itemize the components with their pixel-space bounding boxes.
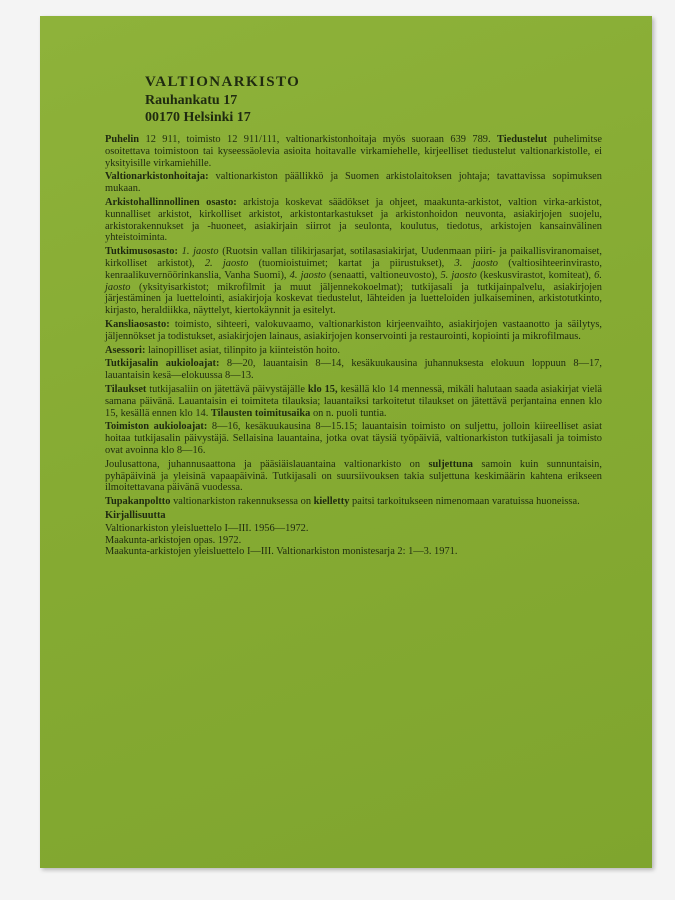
closures-paragraph: [105, 459, 602, 494]
section-6-label: 6. jaosto: [105, 269, 602, 293]
phone-label: Puhelin: [105, 134, 140, 145]
chancery-label: Kansliaosasto:: [105, 318, 170, 330]
closures-text: Joulusattona, juhannusaattona ja pääsiäislauantaina valtionarkisto on: [105, 458, 421, 470]
research-label: Tutkimusosasto:: [105, 246, 178, 258]
orders-label: Tilaukset: [105, 383, 147, 395]
smoking-label: Tupakanpoltto: [105, 496, 171, 508]
section-4-label: 4. jaosto: [289, 269, 327, 281]
reading-room-text: 8—20, lauantaisin 8—14, kesäkuukausina juhannuksesta elokuun loppuun 8—17, lauantaisin kesä—elokuussa 8—13.: [105, 358, 602, 382]
smoking-paragraph: [105, 496, 602, 508]
section-2-label: 2. jaosto: [204, 257, 249, 269]
closed-label: suljettuna: [428, 458, 473, 470]
literature-heading: Kirjallisuutta: [105, 509, 166, 521]
inquiries-text: puhelimitse osoitettava toimistoon tai kyseessäolevia asioita hoitavalle virkamiehelle, kirjeelliset tiedustelut valtionarkistolle, ei yksityisille virkamiehille.: [105, 134, 602, 169]
forbidden-label: kielletty: [313, 496, 350, 508]
section-5-label: 5. jaosto: [440, 269, 477, 281]
orders-deadline: klo 15,: [307, 383, 338, 395]
section-3-text: (valtiosihteerinvirasto, kenraalikuvernöörinkanslia, Vanha Suomi),: [105, 257, 602, 281]
section-2-text: (tuomioistuimet; kartat ja piirustukset),: [258, 257, 445, 269]
assessor-paragraph: [105, 345, 602, 357]
postal-city: 00170 Helsinki 17: [145, 110, 251, 125]
director-paragraph: [105, 171, 602, 195]
section-3-label: 3. jaosto: [454, 257, 498, 269]
admin-paragraph: [105, 197, 602, 244]
chancery-paragraph: [105, 319, 602, 343]
director-label: Valtionarkistonhoitaja:: [105, 171, 209, 183]
director-text: valtionarkiston päällikkö ja Suomen arkistolaitoksen johtaja; tavattavissa sopimuksen mukaan.: [105, 171, 602, 195]
literature-item: Maakunta-arkistojen opas. 1972.: [105, 534, 242, 546]
literature-item: Valtionarkiston yleisluettelo I—III. 1956—1972.: [105, 522, 309, 534]
section-5-text: (keskusvirastot, komiteat),: [479, 269, 592, 281]
phone-text: 12 911, toimisto 12 911/111, valtionarkistonhoitaja myös suoraan 639 789.: [145, 134, 491, 145]
office-hours-paragraph: [105, 421, 602, 456]
research-paragraph: [105, 246, 602, 317]
reading-room-label: Tutkijasalin aukioloajat:: [105, 358, 220, 370]
office-hours-text: 8—16, kesäkuukausina 8—15.15; lauantaisin toimisto on suljettu, jolloin kiireelliset asiat hoitaa tutkijasalin päivystäjä. Sellaisina lauantaina, jotka ovat täysiä työpäiviä, valtionarkiston tutkijasali ja toimisto ovat avoinna klo 8—16.: [105, 421, 602, 456]
section-4-text: (senaatti, valtioneuvosto),: [329, 269, 438, 281]
delivery-time-label: Tilausten toimitusaika: [210, 407, 311, 419]
admin-label: Arkistohallinnollinen osasto:: [105, 196, 237, 208]
info-text: [105, 134, 602, 558]
section-1-label: 1. jaosto: [181, 246, 219, 258]
section-6-text: (yksityisarkistot; mikrofilmit ja muut jäljennekokoelmat); tutkijasali ja tutkijainpalvelu, asiakirjojen järjestäminen ja luettelointi, asiakirjoja koskevat tiedustelut, lähteiden ja luetteloiden julkaiseminen, arkistotutkinto, kirjasto, heraldiikka, näyttelyt, kiertokäynnit ja esitelyt.: [105, 281, 602, 317]
office-hours-label: Toimiston aukioloajat:: [105, 421, 208, 433]
orders-text-2: kesällä klo 14 mennessä, mikäli halutaan saada asiakirjat vielä samana päivänä. Lauantaisin ei toimiteta tilauksia; lauantaiksi tarkoitetut tilaukset on jätettävä perjantaina ennen klo 15, kesällä ennen klo 14.: [105, 383, 602, 419]
assessor-text: lainopilliset asiat, tilinpito ja kiinteistön hoito.: [148, 344, 340, 356]
reading-room-paragraph: [105, 358, 602, 382]
assessor-label: Asessori:: [105, 344, 146, 356]
literature-item: Maakunta-arkistojen yleisluettelo I—III. Valtionarkiston monistesarja 2: 1—3. 1971.: [105, 546, 458, 558]
orders-text: tutkijasaliin on jätettävä päivystäjälle: [149, 383, 306, 395]
street-address: Rauhankatu 17: [145, 93, 238, 108]
orders-paragraph: [105, 384, 602, 419]
admin-text: arkistoja koskevat säädökset ja ohjeet, maakunta-arkistot, valtion virka-arkistot, kunnalliset arkistot, kirkolliset arkistot, arkistontarkastukset ja arkistonhoidon neuvonta, asiakirjojen suojelu, arkistorakennukset ja -huoneet, asiakirjain siirrot ja seulonta, koulutus, tiedotus, arkistojen kansainvälinen yhteistoiminta.: [105, 196, 602, 244]
organization-name: VALTIONARKISTO: [145, 74, 301, 90]
closures-text-2: samoin kuin sunnuntaisin, pyhäpäivinä ja yleisinä vapaapäivinä. Tutkijasali on suursiivouksen takia suljettuna keskimäärin kahtena erikseen ilmoitettavana päivänä vuodessa.: [105, 458, 602, 494]
contact-paragraph: [105, 134, 602, 169]
orders-text-3: on n. puoli tuntia.: [312, 407, 387, 419]
smoking-text-2: paitsi tarkoitukseen nimenomaan varatuissa huoneissa.: [352, 496, 580, 508]
smoking-text: valtionarkiston rakennuksessa on: [173, 496, 312, 508]
inquiries-label: Tiedustelut: [497, 134, 548, 145]
chancery-text: toimisto, sihteeri, valokuvaamo, valtionarkiston kirjeenvaihto, asiakirjojen vastaanotto ja säilytys, jäljennökset ja todistukset, asiakirjojen lainaus, asiakirjojen konservointi ja restaurointi, kopiointi ja mikrofilmaus.: [105, 318, 602, 342]
address-block: [145, 73, 300, 126]
section-1-text: (Ruotsin vallan tilikirjasarjat, sotilasasiakirjat, Uudenmaan piiri- ja paikallisviranomaiset, kirkolliset arkistot),: [105, 246, 602, 269]
